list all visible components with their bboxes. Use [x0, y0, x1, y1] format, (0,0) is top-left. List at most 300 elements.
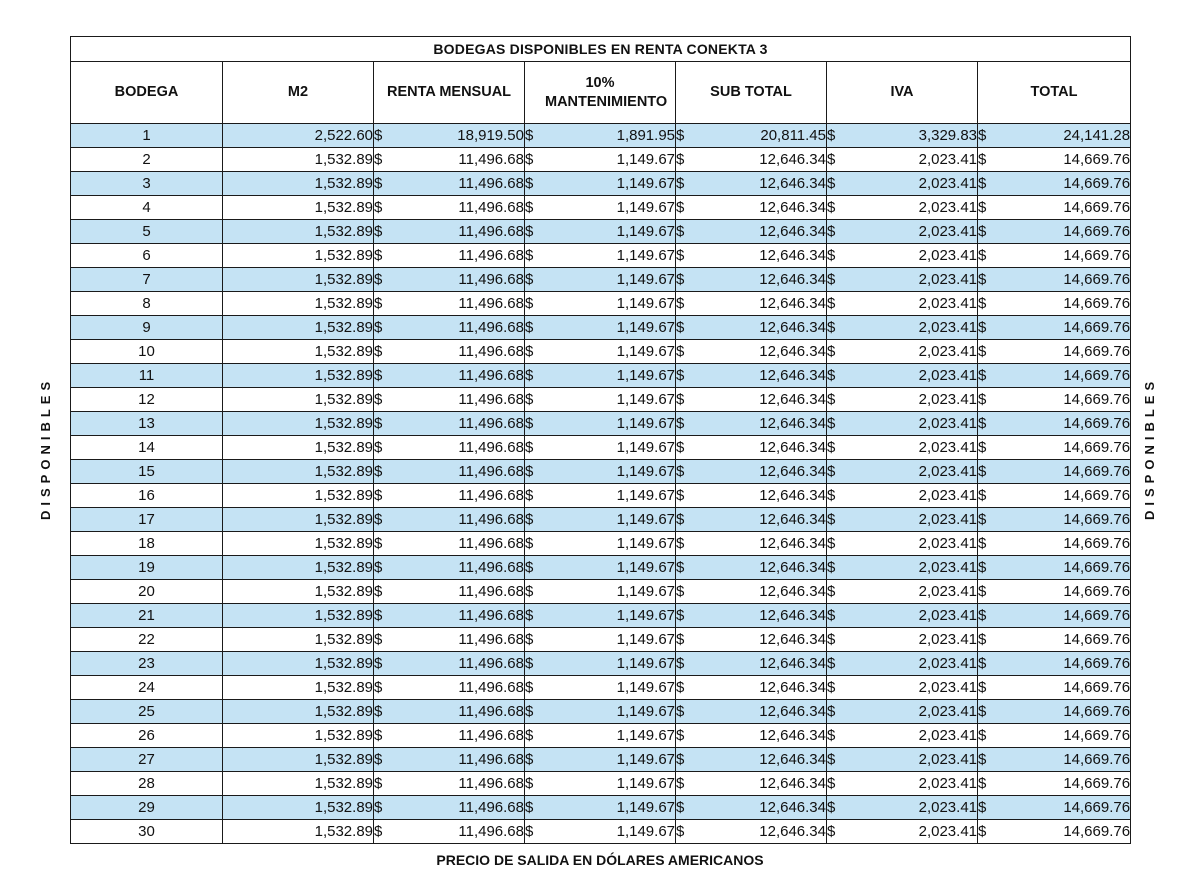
- cell-total: [978, 508, 1131, 532]
- cell-bodega: 15: [71, 460, 223, 484]
- cell-bodega: 23: [71, 652, 223, 676]
- amount: 14,669.76: [1063, 343, 1131, 360]
- table-row: [71, 244, 1131, 268]
- amount: 1,149.67: [616, 631, 675, 648]
- side-label-left: DISPONIBLES: [38, 376, 53, 520]
- table-row: [71, 388, 1131, 412]
- cell-total: [978, 484, 1131, 508]
- cell-renta-mensual: [374, 268, 525, 292]
- cell-sub-total: [676, 556, 827, 580]
- cell-m2: 1,532.89: [223, 628, 374, 652]
- cell-iva: [827, 436, 978, 460]
- amount: 11,496.68: [458, 415, 524, 432]
- currency-symbol: $: [676, 295, 685, 312]
- cell-bodega: 19: [71, 556, 223, 580]
- currency-symbol: $: [676, 799, 685, 816]
- amount: 3,329.83: [918, 127, 977, 144]
- currency-symbol: $: [676, 559, 685, 576]
- table-row: [71, 628, 1131, 652]
- cell-mantenimiento: [525, 748, 676, 772]
- cell-renta-mensual: [374, 700, 525, 724]
- cell-iva: [827, 604, 978, 628]
- cell-total: [978, 244, 1131, 268]
- amount: 2,023.41: [918, 655, 977, 672]
- currency-symbol: $: [978, 223, 987, 240]
- currency-symbol: $: [978, 655, 987, 672]
- cell-bodega: 1: [71, 124, 223, 148]
- amount: 11,496.68: [458, 295, 524, 312]
- cell-mantenimiento: [525, 604, 676, 628]
- table-body: [71, 124, 1131, 844]
- currency-symbol: $: [978, 511, 987, 528]
- table-row: [71, 292, 1131, 316]
- currency-symbol: $: [676, 655, 685, 672]
- currency-symbol: $: [978, 439, 987, 456]
- currency-symbol: $: [374, 679, 383, 696]
- cell-bodega: 4: [71, 196, 223, 220]
- amount: 2,023.41: [918, 631, 977, 648]
- cell-mantenimiento: [525, 508, 676, 532]
- cell-sub-total: [676, 196, 827, 220]
- cell-renta-mensual: [374, 460, 525, 484]
- amount: 12,646.34: [759, 703, 826, 720]
- cell-iva: [827, 772, 978, 796]
- amount: 12,646.34: [759, 151, 826, 168]
- currency-symbol: $: [676, 127, 685, 144]
- amount: 1,149.67: [616, 391, 675, 408]
- currency-symbol: $: [374, 559, 383, 576]
- amount: 11,496.68: [458, 631, 524, 648]
- currency-symbol: $: [827, 607, 836, 624]
- cell-sub-total: [676, 700, 827, 724]
- cell-iva: [827, 172, 978, 196]
- currency-symbol: $: [978, 823, 987, 840]
- amount: 11,496.68: [458, 751, 524, 768]
- table-row: [71, 556, 1131, 580]
- cell-total: [978, 748, 1131, 772]
- amount: 14,669.76: [1063, 535, 1131, 552]
- amount: 12,646.34: [759, 607, 826, 624]
- currency-symbol: $: [978, 463, 987, 480]
- cell-renta-mensual: [374, 364, 525, 388]
- amount: 11,496.68: [458, 247, 524, 264]
- cell-total: [978, 292, 1131, 316]
- currency-symbol: $: [374, 223, 383, 240]
- cell-iva: [827, 292, 978, 316]
- amount: 2,023.41: [918, 415, 977, 432]
- amount: 1,149.67: [616, 151, 675, 168]
- cell-sub-total: [676, 796, 827, 820]
- cell-mantenimiento: [525, 652, 676, 676]
- cell-mantenimiento: [525, 676, 676, 700]
- table-row: [71, 604, 1131, 628]
- cell-bodega: 12: [71, 388, 223, 412]
- currency-symbol: $: [676, 223, 685, 240]
- table-row: [71, 820, 1131, 844]
- cell-bodega: 5: [71, 220, 223, 244]
- cell-m2: 1,532.89: [223, 244, 374, 268]
- cell-renta-mensual: [374, 604, 525, 628]
- amount: 14,669.76: [1063, 223, 1131, 240]
- currency-symbol: $: [676, 511, 685, 528]
- cell-iva: [827, 556, 978, 580]
- cell-iva: [827, 268, 978, 292]
- cell-renta-mensual: [374, 508, 525, 532]
- amount: 12,646.34: [759, 679, 826, 696]
- cell-m2: 1,532.89: [223, 196, 374, 220]
- amount: 14,669.76: [1063, 439, 1131, 456]
- amount: 1,149.67: [616, 463, 675, 480]
- cell-mantenimiento: [525, 316, 676, 340]
- amount: 1,149.67: [616, 271, 675, 288]
- cell-sub-total: [676, 388, 827, 412]
- amount: 1,149.67: [616, 727, 675, 744]
- cell-mantenimiento: [525, 460, 676, 484]
- amount: 14,669.76: [1063, 559, 1131, 576]
- cell-sub-total: [676, 484, 827, 508]
- currency-symbol: $: [374, 199, 383, 216]
- amount: 2,023.41: [918, 583, 977, 600]
- cell-sub-total: [676, 820, 827, 844]
- cell-mantenimiento: [525, 580, 676, 604]
- currency-symbol: $: [525, 271, 534, 288]
- amount: 1,149.67: [616, 295, 675, 312]
- amount: 12,646.34: [759, 199, 826, 216]
- cell-total: [978, 196, 1131, 220]
- currency-symbol: $: [978, 751, 987, 768]
- cell-total: [978, 412, 1131, 436]
- amount: 2,023.41: [918, 343, 977, 360]
- cell-total: [978, 148, 1131, 172]
- currency-symbol: $: [827, 631, 836, 648]
- table-row: [71, 772, 1131, 796]
- amount: 1,149.67: [616, 823, 675, 840]
- cell-bodega: 26: [71, 724, 223, 748]
- currency-symbol: $: [525, 199, 534, 216]
- cell-m2: 1,532.89: [223, 316, 374, 340]
- currency-symbol: $: [374, 151, 383, 168]
- currency-symbol: $: [827, 487, 836, 504]
- currency-symbol: $: [676, 439, 685, 456]
- table-row: [71, 508, 1131, 532]
- cell-m2: 1,532.89: [223, 292, 374, 316]
- cell-m2: 1,532.89: [223, 148, 374, 172]
- currency-symbol: $: [374, 775, 383, 792]
- amount: 2,023.41: [918, 463, 977, 480]
- cell-m2: 1,532.89: [223, 388, 374, 412]
- currency-symbol: $: [374, 463, 383, 480]
- column-header-m2: M2: [223, 62, 374, 124]
- currency-symbol: $: [525, 463, 534, 480]
- cell-bodega: 27: [71, 748, 223, 772]
- table-row: [71, 196, 1131, 220]
- cell-renta-mensual: [374, 220, 525, 244]
- cell-iva: [827, 628, 978, 652]
- cell-renta-mensual: [374, 748, 525, 772]
- currency-symbol: $: [676, 151, 685, 168]
- currency-symbol: $: [827, 319, 836, 336]
- amount: 14,669.76: [1063, 583, 1131, 600]
- amount: 2,023.41: [918, 679, 977, 696]
- cell-mantenimiento: [525, 292, 676, 316]
- amount: 1,149.67: [616, 487, 675, 504]
- cell-mantenimiento: [525, 820, 676, 844]
- cell-mantenimiento: [525, 148, 676, 172]
- cell-mantenimiento: [525, 724, 676, 748]
- cell-iva: [827, 484, 978, 508]
- cell-sub-total: [676, 676, 827, 700]
- cell-sub-total: [676, 244, 827, 268]
- table-title: BODEGAS DISPONIBLES EN RENTA CONEKTA 3: [71, 37, 1131, 62]
- amount: 12,646.34: [759, 271, 826, 288]
- cell-mantenimiento: [525, 388, 676, 412]
- amount: 12,646.34: [759, 439, 826, 456]
- amount: 1,149.67: [616, 367, 675, 384]
- cell-mantenimiento: [525, 556, 676, 580]
- amount: 12,646.34: [759, 727, 826, 744]
- amount: 2,023.41: [918, 367, 977, 384]
- cell-iva: [827, 748, 978, 772]
- currency-symbol: $: [374, 751, 383, 768]
- table-row: [71, 676, 1131, 700]
- amount: 11,496.68: [458, 727, 524, 744]
- cell-iva: [827, 580, 978, 604]
- cell-total: [978, 532, 1131, 556]
- cell-sub-total: [676, 436, 827, 460]
- cell-m2: 1,532.89: [223, 820, 374, 844]
- currency-symbol: $: [525, 151, 534, 168]
- amount: 11,496.68: [458, 391, 524, 408]
- cell-mantenimiento: [525, 796, 676, 820]
- cell-iva: [827, 220, 978, 244]
- cell-sub-total: [676, 724, 827, 748]
- amount: 2,023.41: [918, 751, 977, 768]
- cell-total: [978, 268, 1131, 292]
- currency-symbol: $: [827, 415, 836, 432]
- table-row: [71, 460, 1131, 484]
- currency-symbol: $: [525, 799, 534, 816]
- amount: 2,023.41: [918, 175, 977, 192]
- currency-symbol: $: [676, 271, 685, 288]
- cell-m2: 1,532.89: [223, 484, 374, 508]
- cell-iva: [827, 364, 978, 388]
- cell-renta-mensual: [374, 724, 525, 748]
- cell-bodega: 30: [71, 820, 223, 844]
- cell-bodega: 16: [71, 484, 223, 508]
- currency-symbol: $: [525, 727, 534, 744]
- cell-sub-total: [676, 652, 827, 676]
- currency-symbol: $: [978, 343, 987, 360]
- currency-symbol: $: [525, 223, 534, 240]
- currency-symbol: $: [374, 367, 383, 384]
- currency-symbol: $: [525, 583, 534, 600]
- cell-renta-mensual: [374, 196, 525, 220]
- currency-symbol: $: [978, 535, 987, 552]
- cell-bodega: 2: [71, 148, 223, 172]
- cell-mantenimiento: [525, 220, 676, 244]
- cell-total: [978, 220, 1131, 244]
- cell-sub-total: [676, 628, 827, 652]
- amount: 1,149.67: [616, 415, 675, 432]
- amount: 12,646.34: [759, 751, 826, 768]
- amount: 12,646.34: [759, 175, 826, 192]
- cell-total: [978, 652, 1131, 676]
- cell-renta-mensual: [374, 340, 525, 364]
- currency-symbol: $: [978, 319, 987, 336]
- cell-iva: [827, 532, 978, 556]
- cell-m2: 1,532.89: [223, 724, 374, 748]
- amount: 1,149.67: [616, 223, 675, 240]
- cell-m2: 1,532.89: [223, 676, 374, 700]
- currency-symbol: $: [827, 367, 836, 384]
- currency-symbol: $: [374, 823, 383, 840]
- currency-symbol: $: [676, 727, 685, 744]
- currency-symbol: $: [676, 535, 685, 552]
- currency-symbol: $: [827, 823, 836, 840]
- cell-m2: 1,532.89: [223, 796, 374, 820]
- currency-symbol: $: [374, 127, 383, 144]
- table-row: [71, 652, 1131, 676]
- currency-symbol: $: [827, 679, 836, 696]
- amount: 11,496.68: [458, 703, 524, 720]
- currency-symbol: $: [978, 367, 987, 384]
- currency-symbol: $: [525, 631, 534, 648]
- cell-renta-mensual: [374, 412, 525, 436]
- currency-symbol: $: [827, 511, 836, 528]
- table-row: [71, 340, 1131, 364]
- amount: 12,646.34: [759, 655, 826, 672]
- currency-symbol: $: [676, 679, 685, 696]
- amount: 12,646.34: [759, 391, 826, 408]
- table-row: [71, 412, 1131, 436]
- cell-mantenimiento: [525, 700, 676, 724]
- cell-iva: [827, 820, 978, 844]
- cell-bodega: 13: [71, 412, 223, 436]
- amount: 14,669.76: [1063, 751, 1131, 768]
- amount: 14,669.76: [1063, 319, 1131, 336]
- amount: 12,646.34: [759, 295, 826, 312]
- amount: 12,646.34: [759, 775, 826, 792]
- cell-m2: 1,532.89: [223, 172, 374, 196]
- currency-symbol: $: [676, 199, 685, 216]
- currency-symbol: $: [676, 775, 685, 792]
- table-row: [71, 124, 1131, 148]
- amount: 18,919.50: [457, 127, 524, 144]
- amount: 1,149.67: [616, 247, 675, 264]
- cell-renta-mensual: [374, 772, 525, 796]
- amount: 1,149.67: [616, 583, 675, 600]
- amount: 2,023.41: [918, 607, 977, 624]
- currency-symbol: $: [525, 319, 534, 336]
- cell-mantenimiento: [525, 628, 676, 652]
- currency-symbol: $: [374, 319, 383, 336]
- amount: 2,023.41: [918, 535, 977, 552]
- currency-symbol: $: [676, 487, 685, 504]
- currency-symbol: $: [827, 727, 836, 744]
- amount: 2,023.41: [918, 271, 977, 288]
- cell-mantenimiento: [525, 340, 676, 364]
- currency-symbol: $: [676, 703, 685, 720]
- amount: 14,669.76: [1063, 703, 1131, 720]
- amount: 12,646.34: [759, 559, 826, 576]
- cell-renta-mensual: [374, 316, 525, 340]
- amount: 14,669.76: [1063, 463, 1131, 480]
- currency-symbol: $: [978, 607, 987, 624]
- cell-renta-mensual: [374, 484, 525, 508]
- amount: 14,669.76: [1063, 247, 1131, 264]
- cell-m2: 1,532.89: [223, 268, 374, 292]
- cell-renta-mensual: [374, 148, 525, 172]
- cell-bodega: 29: [71, 796, 223, 820]
- currency-symbol: $: [374, 391, 383, 408]
- cell-bodega: 8: [71, 292, 223, 316]
- table-row: [71, 580, 1131, 604]
- currency-symbol: $: [525, 175, 534, 192]
- cell-sub-total: [676, 172, 827, 196]
- amount: 14,669.76: [1063, 151, 1131, 168]
- cell-renta-mensual: [374, 532, 525, 556]
- cell-mantenimiento: [525, 532, 676, 556]
- currency-symbol: $: [827, 175, 836, 192]
- amount: 1,149.67: [616, 703, 675, 720]
- cell-m2: 1,532.89: [223, 604, 374, 628]
- currency-symbol: $: [525, 679, 534, 696]
- currency-symbol: $: [676, 391, 685, 408]
- currency-symbol: $: [827, 799, 836, 816]
- currency-symbol: $: [827, 199, 836, 216]
- cell-total: [978, 724, 1131, 748]
- amount: 11,496.68: [458, 199, 524, 216]
- column-header-total: TOTAL: [978, 62, 1131, 124]
- cell-mantenimiento: [525, 484, 676, 508]
- cell-bodega: 18: [71, 532, 223, 556]
- currency-symbol: $: [827, 343, 836, 360]
- cell-renta-mensual: [374, 796, 525, 820]
- currency-symbol: $: [978, 127, 987, 144]
- cell-total: [978, 340, 1131, 364]
- cell-iva: [827, 676, 978, 700]
- currency-symbol: $: [978, 151, 987, 168]
- currency-symbol: $: [374, 607, 383, 624]
- currency-symbol: $: [978, 727, 987, 744]
- currency-symbol: $: [374, 439, 383, 456]
- amount: 1,149.67: [616, 319, 675, 336]
- amount: 2,023.41: [918, 295, 977, 312]
- amount: 12,646.34: [759, 247, 826, 264]
- cell-mantenimiento: [525, 364, 676, 388]
- cell-m2: 1,532.89: [223, 508, 374, 532]
- cell-mantenimiento: [525, 244, 676, 268]
- cell-sub-total: [676, 292, 827, 316]
- amount: 12,646.34: [759, 583, 826, 600]
- amount: 14,669.76: [1063, 367, 1131, 384]
- currency-symbol: $: [374, 535, 383, 552]
- cell-bodega: 9: [71, 316, 223, 340]
- table-row: [71, 532, 1131, 556]
- amount: 12,646.34: [759, 799, 826, 816]
- amount: 11,496.68: [458, 583, 524, 600]
- cell-sub-total: [676, 748, 827, 772]
- currency-symbol: $: [374, 631, 383, 648]
- amount: 12,646.34: [759, 463, 826, 480]
- currency-symbol: $: [525, 559, 534, 576]
- cell-total: [978, 124, 1131, 148]
- currency-symbol: $: [827, 559, 836, 576]
- cell-renta-mensual: [374, 556, 525, 580]
- cell-total: [978, 388, 1131, 412]
- currency-symbol: $: [525, 295, 534, 312]
- amount: 14,669.76: [1063, 607, 1131, 624]
